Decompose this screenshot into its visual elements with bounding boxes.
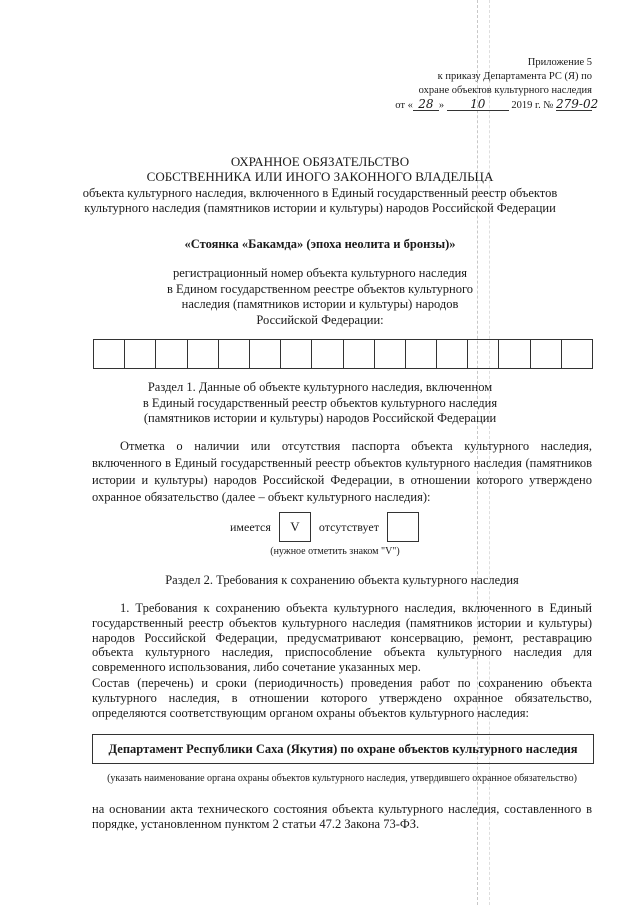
date-prefix: от « <box>395 100 413 111</box>
date-month: 10 <box>447 98 509 111</box>
registration-cell <box>312 340 343 368</box>
object-name: «Стоянка «Бакамда» (эпоха неолита и бронзы)» <box>184 237 456 251</box>
registration-cell <box>281 340 312 368</box>
date-day: 28 <box>413 98 439 111</box>
registration-cell <box>562 340 592 368</box>
annex-header <box>330 56 599 113</box>
passport-choice <box>230 512 419 542</box>
registration-line: наследия (памятников истории и культуры) народов <box>181 297 459 311</box>
passport-paragraph: Отметка о наличии или отсутствия паспорта объекта культурного наследия, включенного в Единый государственный реестр объектов культурного наследия (памятников истории и культуры) народов Российской Федерации, в отношении которого утверждено охранное обязательство (далее – объект культурного наследия): <box>92 439 592 504</box>
registration-cell <box>156 340 187 368</box>
registration-cell <box>125 340 156 368</box>
basis-paragraph: на основании акта технического состояния объекта культурного наследия, составленного в порядке, установленном пунктом 2 статьи 47.2 Закона 73-ФЗ. <box>92 802 592 831</box>
absent-label: отсутствует <box>318 519 379 534</box>
absent-checkbox[interactable] <box>387 512 419 542</box>
registration-cell <box>344 340 375 368</box>
annex-line: охране объектов культурного наследия <box>418 85 592 96</box>
section-1-line: Раздел 1. Данные об объекте культурного наследия, включенном <box>147 380 493 394</box>
document-title <box>60 154 580 184</box>
registration-line: в Едином государственном реестре объектов культурного <box>166 281 474 296</box>
registration-caption <box>100 266 540 328</box>
terms-paragraph: Состав (перечень) и сроки (периодичность) проведения работ по сохранению объекта культурного наследия, в отношении которого утверждено охранное обязательство, определяются соответствующим органом охраны объектов культурного наследия: <box>92 676 592 720</box>
subtitle-line: объекта культурного наследия, включенного в Единый государственный реестр объектов <box>82 186 558 200</box>
document-subtitle <box>60 186 580 216</box>
present-checkbox[interactable]: V <box>279 512 311 542</box>
subtitle-line: культурного наследия (памятников истории и культуры) народов Российской Федерации <box>84 201 556 215</box>
requirements-paragraph: 1. Требования к сохранению объекта культурного наследия, включенного в Единый государственный реестр объектов культурного наследия (памятников истории и культуры) народов Российской Федерации, предусматривают консервацию, ремонт, реставрацию объекта культурного наследия, приспособление объекта культурного наследия для современного использования, либо сочетание указанных мер. <box>92 601 592 675</box>
choice-note: (нужное отметить знаком "V") <box>270 546 400 557</box>
date-mid: » <box>438 100 445 111</box>
annex-line: Приложение 5 <box>527 57 592 68</box>
registration-cell <box>219 340 250 368</box>
registration-number-cells <box>93 339 593 369</box>
registration-line: Российской Федерации: <box>256 312 384 327</box>
section-1-line: в Единый государственный реестр объектов культурного наследия <box>142 395 498 410</box>
registration-line: регистрационный номер объекта культурного наследия <box>172 266 468 280</box>
registration-cell <box>188 340 219 368</box>
section-1-heading <box>120 380 520 427</box>
registration-cell <box>499 340 530 368</box>
section-2-heading: Раздел 2. Требования к сохранению объекта культурного наследия <box>165 573 519 587</box>
section-1-line: (памятников истории и культуры) народов Российской Федерации <box>143 411 497 425</box>
order-number: 279-02 <box>556 97 599 111</box>
annex-line: к приказу Департамента РС (Я) по <box>437 71 592 82</box>
department-name-field: Департамент Республики Саха (Якутия) по охране объектов культурного наследия <box>92 734 594 764</box>
registration-cell <box>437 340 468 368</box>
present-label: имеется <box>230 519 271 534</box>
registration-cell <box>250 340 281 368</box>
registration-cell <box>375 340 406 368</box>
registration-cell <box>94 340 125 368</box>
registration-cell <box>406 340 437 368</box>
title-line: ОХРАННОЕ ОБЯЗАТЕЛЬСТВО <box>230 154 410 169</box>
annex-date-line <box>330 97 599 113</box>
date-year: 2019 г. № <box>511 100 554 111</box>
title-line: СОБСТВЕННИКА ИЛИ ИНОГО ЗАКОННОГО ВЛАДЕЛЬЦА <box>146 169 494 184</box>
registration-cell <box>468 340 499 368</box>
department-note: (указать наименование органа охраны объектов культурного наследия, утвердившего охранное обязательство) <box>107 773 577 784</box>
registration-cell <box>531 340 562 368</box>
